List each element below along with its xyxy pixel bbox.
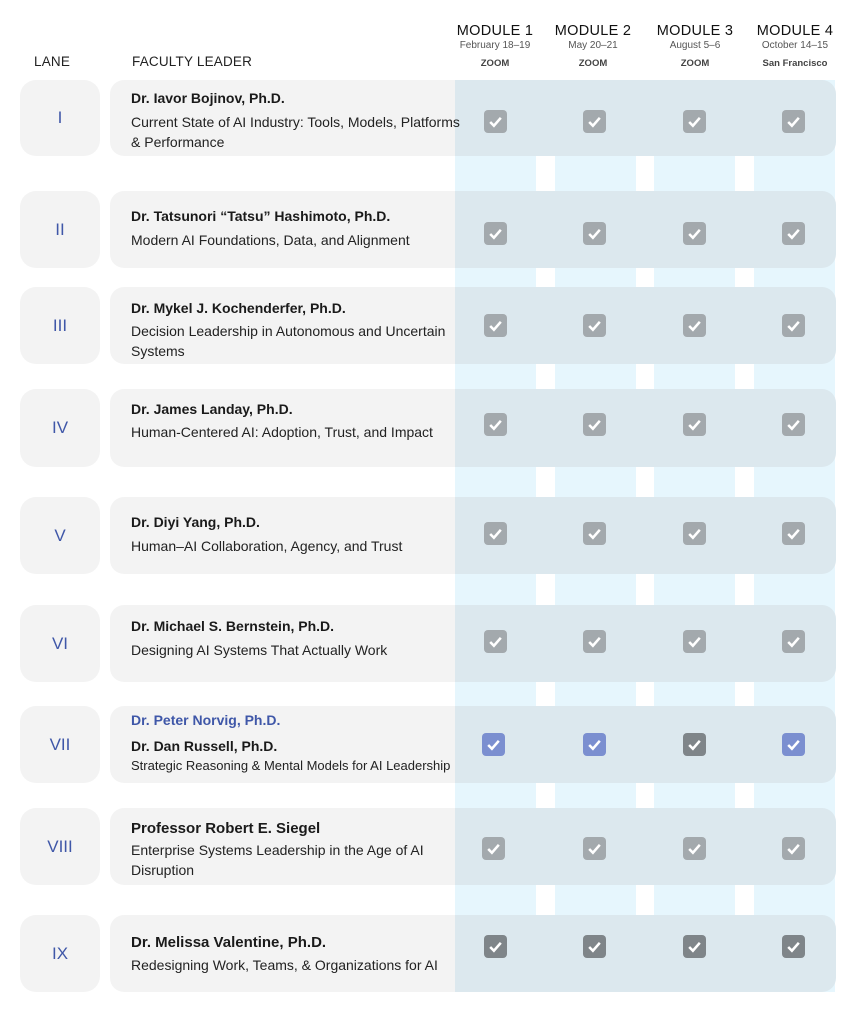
faculty-name: Dr. Peter Norvig, Ph.D. [131,712,281,728]
check-icon [583,222,606,245]
lane-number: I [20,80,100,156]
module-location: ZOOM [578,58,608,69]
module-1-header [445,22,545,70]
module-title: MODULE 2 [554,23,632,39]
check-icon [782,314,805,337]
check-icon [782,522,805,545]
check-icon [683,314,706,337]
lane-leader-info [131,206,461,250]
check-icon [683,935,706,958]
lane-topic: Modern AI Foundations, Data, and Alignment [131,232,410,248]
module-title: MODULE 3 [656,23,734,39]
module-location: San Francisco [762,58,828,69]
lane-number: VI [20,605,100,682]
check-icon [484,935,507,958]
lane-leader-info [131,512,461,556]
lane-topic: Designing AI Systems That Actually Work [131,642,388,658]
lane-header: LANE [34,54,71,69]
lane-number: III [20,287,100,364]
check-icon [782,110,805,133]
module-4-header [745,22,845,70]
check-icon [583,733,606,756]
faculty-name: Dr. Michael S. Bernstein, Ph.D. [131,618,335,634]
check-icon [484,630,507,653]
module-title: MODULE 1 [456,23,534,39]
lane-leader-info [131,88,461,152]
check-icon [782,222,805,245]
lane-leader-info [131,710,461,776]
check-icon [782,837,805,860]
faculty-name: Dr. James Landay, Ph.D. [131,401,293,417]
module-dates: May 20–21 [568,40,618,51]
lane-topic: Strategic Reasoning & Mental Models for AI Leadership [131,758,451,773]
check-icon [482,733,505,756]
check-icon [482,837,505,860]
lane-topic: Enterprise Systems Leadership in the Age of AI Disruption [131,842,424,878]
faculty-name: Dr. Tatsunori “Tatsu” Hashimoto, Ph.D. [131,208,391,224]
check-icon [583,837,606,860]
check-icon [683,110,706,133]
module-location: ZOOM [480,58,510,69]
check-icon [683,222,706,245]
check-icon [484,222,507,245]
module-2-header [543,22,643,70]
check-icon [484,314,507,337]
lane-number: IX [20,915,100,992]
faculty-name: Dr. Dan Russell, Ph.D. [131,738,278,754]
module-dates: August 5–6 [669,40,721,51]
check-icon [484,522,507,545]
lane-topic: Human–AI Collaboration, Agency, and Trust [131,538,403,554]
check-icon [683,413,706,436]
lane-number: IV [20,389,100,467]
lane-topic: Redesigning Work, Teams, & Organizations for AI [131,957,438,973]
faculty-name: Dr. Diyi Yang, Ph.D. [131,514,260,530]
module-dates: February 18–19 [459,40,531,51]
check-icon [782,630,805,653]
check-icon [782,413,805,436]
module-location: ZOOM [680,58,710,69]
check-icon [782,935,805,958]
lane-topic: Decision Leadership in Autonomous and Uncertain Systems [131,323,446,359]
check-icon [683,733,706,756]
lane-topic: Current State of AI Industry: Tools, Models, Platforms & Performance [131,114,460,150]
lane-leader-info [131,616,461,660]
check-icon [782,733,805,756]
lane-leader-info [131,819,461,880]
check-icon [484,413,507,436]
check-icon [583,110,606,133]
module-3-header [645,22,745,70]
lane-number: V [20,497,100,574]
module-title: MODULE 4 [756,23,834,39]
check-icon [583,935,606,958]
faculty-name: Dr. Mykel J. Kochenderfer, Ph.D. [131,300,346,316]
lane-number: VII [20,706,100,783]
check-icon [583,314,606,337]
lane-topic: Human-Centered AI: Adoption, Trust, and Impact [131,424,433,440]
check-icon [683,630,706,653]
lane-number: II [20,191,100,268]
check-icon [683,522,706,545]
check-icon [583,630,606,653]
faculty-name: Dr. Iavor Bojinov, Ph.D. [131,90,285,106]
faculty-name: Dr. Melissa Valentine, Ph.D. [131,934,327,951]
lane-number: VIII [20,808,100,885]
check-icon [484,110,507,133]
lane-leader-info [131,933,461,975]
faculty-leader-header: FACULTY LEADER [132,54,253,69]
lane-leader-info [131,298,461,361]
check-icon [683,837,706,860]
check-icon [583,522,606,545]
lane-leader-info [131,399,461,442]
module-dates: October 14–15 [761,40,829,51]
check-icon [583,413,606,436]
faculty-name: Professor Robert E. Siegel [131,820,321,837]
